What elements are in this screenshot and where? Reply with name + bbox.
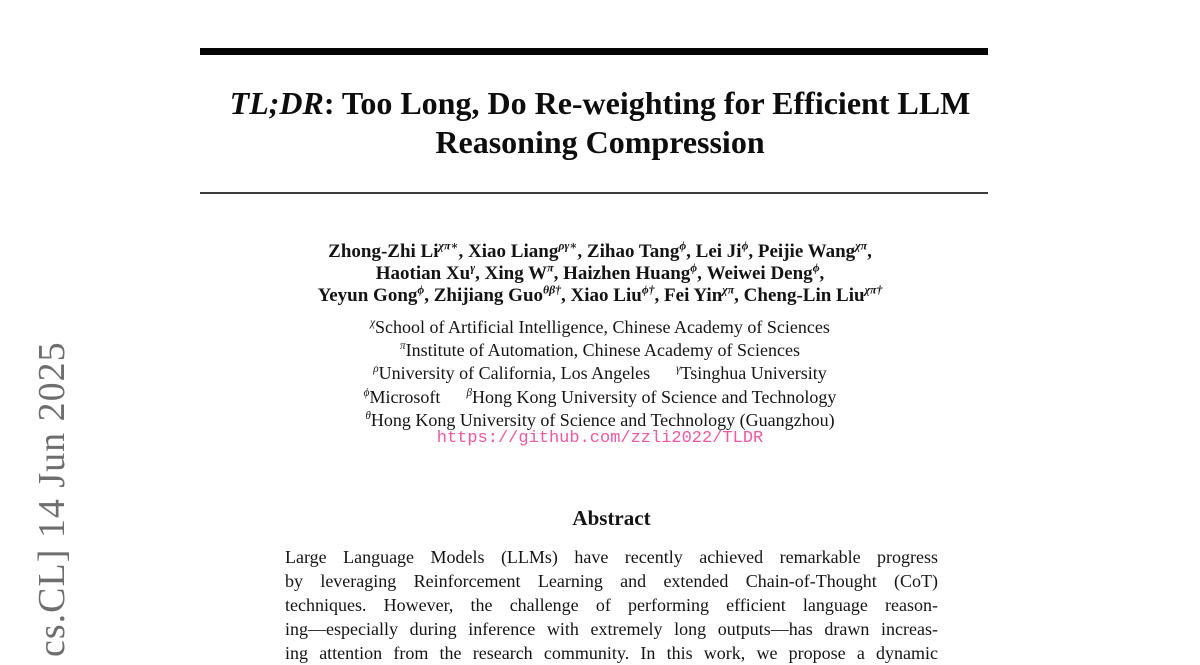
- text-segment: School of Artificial Intelligence, Chinese Academy of Sciences: [375, 317, 830, 337]
- abstract-line: Large Language Models (LLMs) have recently achieved remarkable progress: [285, 547, 938, 567]
- text-segment: , Cheng-Lin Liu: [734, 285, 865, 306]
- text-segment: , Zihao Tang: [577, 241, 680, 262]
- affiliation-marker: ϕ: [363, 386, 370, 399]
- text-segment: Institute of Automation, Chinese Academy of Sciences: [405, 340, 800, 361]
- title-rule-bottom: [200, 192, 988, 194]
- abstract-line: ing attention from the research community. In this work, we propose a dynamic: [285, 643, 938, 663]
- text-segment: ,: [819, 263, 825, 284]
- text-segment: Haotian Xu: [375, 263, 471, 284]
- affiliation-marker: χπ†: [864, 283, 883, 297]
- text-segment: Microsoft: [369, 386, 441, 407]
- affiliation-line: [150, 386, 1050, 409]
- abstract-line: by leveraging Reinforcement Learning and extended Chain-of-Thought (CoT): [285, 571, 938, 591]
- affiliation-marker: θβ†: [543, 283, 562, 297]
- text-segment: Hong Kong University of Science and Technology (Guangzhou): [370, 409, 835, 430]
- affiliation-marker: γ: [470, 261, 476, 275]
- affiliation-marker: χπ: [855, 239, 868, 253]
- affiliation-marker: χπ: [722, 283, 735, 297]
- text-segment: , Xing W: [475, 263, 548, 284]
- text-segment: University of California, Los Angeles: [378, 363, 651, 384]
- text-segment: , Zhijiang Guo: [424, 285, 544, 306]
- paper-title-line1: [150, 84, 1050, 123]
- affiliation-marker: ϕ: [812, 261, 820, 275]
- affiliation-marker: π: [547, 261, 554, 275]
- affiliations-block: [150, 316, 1050, 432]
- text-segment: Zhong-Zhi Li: [328, 241, 439, 262]
- text-segment: , Fei Yin: [654, 285, 723, 306]
- affiliation-marker: ϕ: [741, 239, 749, 253]
- affiliation-marker: ρ: [373, 363, 379, 376]
- text-segment: Yeyun Gong: [317, 285, 418, 306]
- text-segment: , Xiao Liu: [561, 285, 642, 306]
- github-link[interactable]: https://github.com/zzli2022/TLDR: [436, 429, 764, 448]
- authors-block: [150, 241, 1050, 307]
- affiliation-marker: θ: [365, 409, 371, 422]
- affiliation-marker: χπ∗: [438, 239, 459, 253]
- text-segment: ,: [867, 241, 872, 262]
- paper-title-acronym: TL;DR: [229, 85, 324, 121]
- affiliation-line: [150, 362, 1050, 385]
- abstract-text: [285, 545, 938, 665]
- affiliation-marker: ϕ: [679, 239, 687, 253]
- paper-title-line1-rest: : Too Long, Do Re-weighting for Efficient LLM: [323, 85, 971, 121]
- affiliation-marker: β: [466, 386, 472, 399]
- text-segment: , Lei Ji: [686, 241, 742, 262]
- affiliation-marker: π: [399, 340, 406, 353]
- author-line: [150, 285, 1050, 307]
- text-segment: , Xiao Liang: [458, 241, 559, 262]
- affiliation-marker: χ: [370, 317, 376, 329]
- text-segment: , Peijie Wang: [748, 241, 856, 262]
- affiliation-marker: ργ∗: [558, 239, 578, 253]
- arxiv-sidebar-stamp: cs.CL] 14 Jun 2025: [31, 341, 73, 657]
- author-line: [150, 241, 1050, 263]
- text-segment: , Haizhen Huang: [553, 263, 691, 284]
- text-segment: Tsinghua University: [680, 363, 827, 384]
- affiliation-line: [150, 339, 1050, 362]
- abstract-line: techniques. However, the challenge of performing efficient language reason-: [285, 595, 938, 615]
- affiliation-marker: ϕ: [690, 261, 698, 275]
- text-segment: , Weiwei Deng: [697, 263, 813, 284]
- paper-title-line2: Reasoning Compression: [435, 124, 765, 160]
- affiliation-line: [150, 316, 1050, 339]
- author-line: [150, 263, 1050, 285]
- abstract-line: ing—especially during inference with extremely long outputs—has drawn increas-: [285, 619, 938, 639]
- title-rule-top: [200, 48, 988, 55]
- affiliation-marker: γ: [676, 363, 681, 376]
- abstract-heading: Abstract: [572, 506, 651, 530]
- text-segment: Hong Kong University of Science and Technology: [472, 386, 837, 407]
- affiliation-marker: ϕ: [417, 283, 425, 297]
- paper-title: [150, 84, 1050, 162]
- affiliation-marker: ϕ†: [641, 283, 655, 297]
